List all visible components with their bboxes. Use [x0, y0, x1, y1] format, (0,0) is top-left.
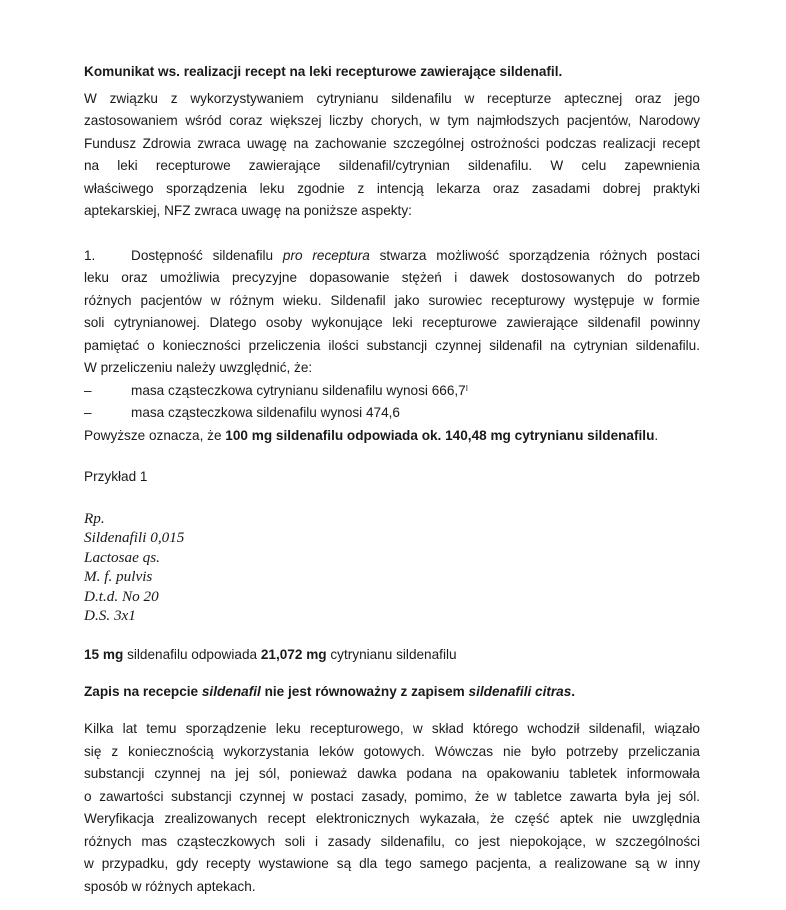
- intro-line: Fundusz Zdrowia zwraca uwagę na zachowanie szczególnej ostrożności podczas realizacji recept: [84, 135, 700, 151]
- warning-text: nie jest równoważny z zapisem: [260, 683, 469, 699]
- closing-line: substancji czynnej na jej sól, ponieważ dawka podana na opakowaniu tabletek informowała: [84, 766, 700, 782]
- point-1-italic: pro receptura: [282, 247, 370, 263]
- point-1-text-end: stwarza możliwość sporządzenia różnych postaci: [369, 247, 700, 263]
- closing-line: w przypadku, gdy recepty wystawione są dla tego samego pacjenta, a realizowane są w inny: [84, 856, 700, 872]
- rx-line: D.S. 3x1: [84, 607, 136, 625]
- dash-item-text: masa cząsteczkowa sildenafilu wynosi 474,6: [131, 405, 400, 420]
- summary-bold: 100 mg sildenafilu odpowiada ok. 140,48 mg cytrynianu sildenafilu: [225, 427, 655, 443]
- conversion-bold: 15 mg: [84, 647, 124, 663]
- conversion-bold: 21,072 mg: [260, 647, 327, 663]
- rx-head: Rp.: [84, 509, 105, 527]
- point-1-text: Dostępność sildenafilu: [131, 247, 283, 263]
- closing-line: o zawartości substancji czynnej w postaci zasady, pomimo, że w tabletce zawarta była jej sól.: [84, 788, 700, 804]
- closing-line: różnych mas cząsteczkowych soli i zasady sildenafilu, co jest niepokojące, w szczególności: [84, 833, 700, 849]
- intro-line: właściwego sporządzenia leku zgodnie z intencją lekarza oraz zasadami dobrej praktyki: [84, 180, 700, 196]
- intro-line: na leki recepturowe zawierające sildenafil/cytrynian sildenafilu. W celu zapewnienia: [84, 158, 700, 173]
- closing-line: sposób w różnych aptekach.: [84, 878, 256, 894]
- point-1-line: soli cytrynianowej. Dlatego osoby wykonujące leki recepturowe zawierające sildenafil powinny: [84, 315, 700, 330]
- point-1-line: W przeliczeniu należy uwzględnić, że:: [84, 360, 313, 375]
- dash-item-1: [84, 380, 700, 403]
- closing-line: się z koniecznością wykorzystania leków gotowych. Wówczas nie było potrzeby przeliczania: [84, 743, 700, 759]
- rx-line: Lactosae qs.: [84, 548, 160, 566]
- document-title: Komunikat ws. realizacji recept na leki recepturowe zawierające sildenafil.: [84, 64, 563, 79]
- rx-line: M. f. pulvis: [84, 568, 153, 586]
- warning-italic: sildenafili citras: [468, 683, 572, 699]
- summary-end: .: [654, 427, 659, 443]
- conversion-line: [84, 644, 700, 667]
- warning-italic: sildenafil: [201, 683, 261, 699]
- point-1-line: leku oraz umożliwia precyzyjne dopasowanie stężeń i dawek dostosowanych do potrzeb: [84, 270, 700, 285]
- warning-text: .: [571, 683, 576, 699]
- dash-item-2: [84, 402, 700, 425]
- dash-bullet: –: [84, 405, 92, 420]
- example-label: Przykład 1: [84, 469, 148, 484]
- summary-text: Powyższe oznacza, że: [84, 427, 226, 443]
- rx-line: D.t.d. No 20: [84, 587, 159, 605]
- dash-item-text: masa cząsteczkowa cytrynianu sildenafilu wynosi 666,7: [131, 382, 466, 398]
- point-1-first-line: [84, 245, 700, 268]
- point-1: [84, 245, 700, 448]
- summary-line: [84, 425, 700, 448]
- intro-paragraph: [84, 88, 700, 223]
- intro-line: zastosowaniem wśród coraz większej liczby chorych, w tym najmłodszych pacjentów, Narodowy: [84, 113, 700, 128]
- conversion-text: cytrynianu sildenafilu: [326, 647, 457, 663]
- prescription-block: [84, 509, 700, 627]
- dash-bullet: –: [84, 382, 92, 398]
- rx-line: Sildenafili 0,015: [84, 529, 185, 547]
- closing-line: Kilka lat temu sporządzenie leku recepturowego, w skład którego wchodził sildenafil, wiązało: [84, 721, 700, 737]
- warning-text: Zapis na recepcie: [84, 683, 202, 699]
- document-page: [84, 61, 700, 898]
- point-number: 1.: [84, 247, 96, 263]
- closing-line: Weryfikacja zrealizowanych recept elektronicznych wykazała, że część aptek nie uwzględnia: [84, 811, 700, 827]
- footnote-ref[interactable]: I: [465, 383, 468, 393]
- warning-line: [84, 681, 700, 704]
- closing-paragraph: [84, 718, 700, 898]
- conversion-text: sildenafilu odpowiada: [123, 647, 261, 663]
- intro-line: W związku z wykorzystywaniem cytrynianu sildenafilu w recepturze aptecznej oraz jego: [84, 90, 700, 106]
- intro-line: aptekarskiej, NFZ zwraca uwagę na poniższe aspekty:: [84, 203, 412, 218]
- point-1-line: różnych pacjentów w różnym wieku. Sildenafil jako surowiec recepturowy występuje w formie: [84, 292, 700, 308]
- point-1-line: pamiętać o konieczności przeliczenia ilości substancji czynnej sildenafil na cytrynian sildenafilu.: [84, 337, 700, 353]
